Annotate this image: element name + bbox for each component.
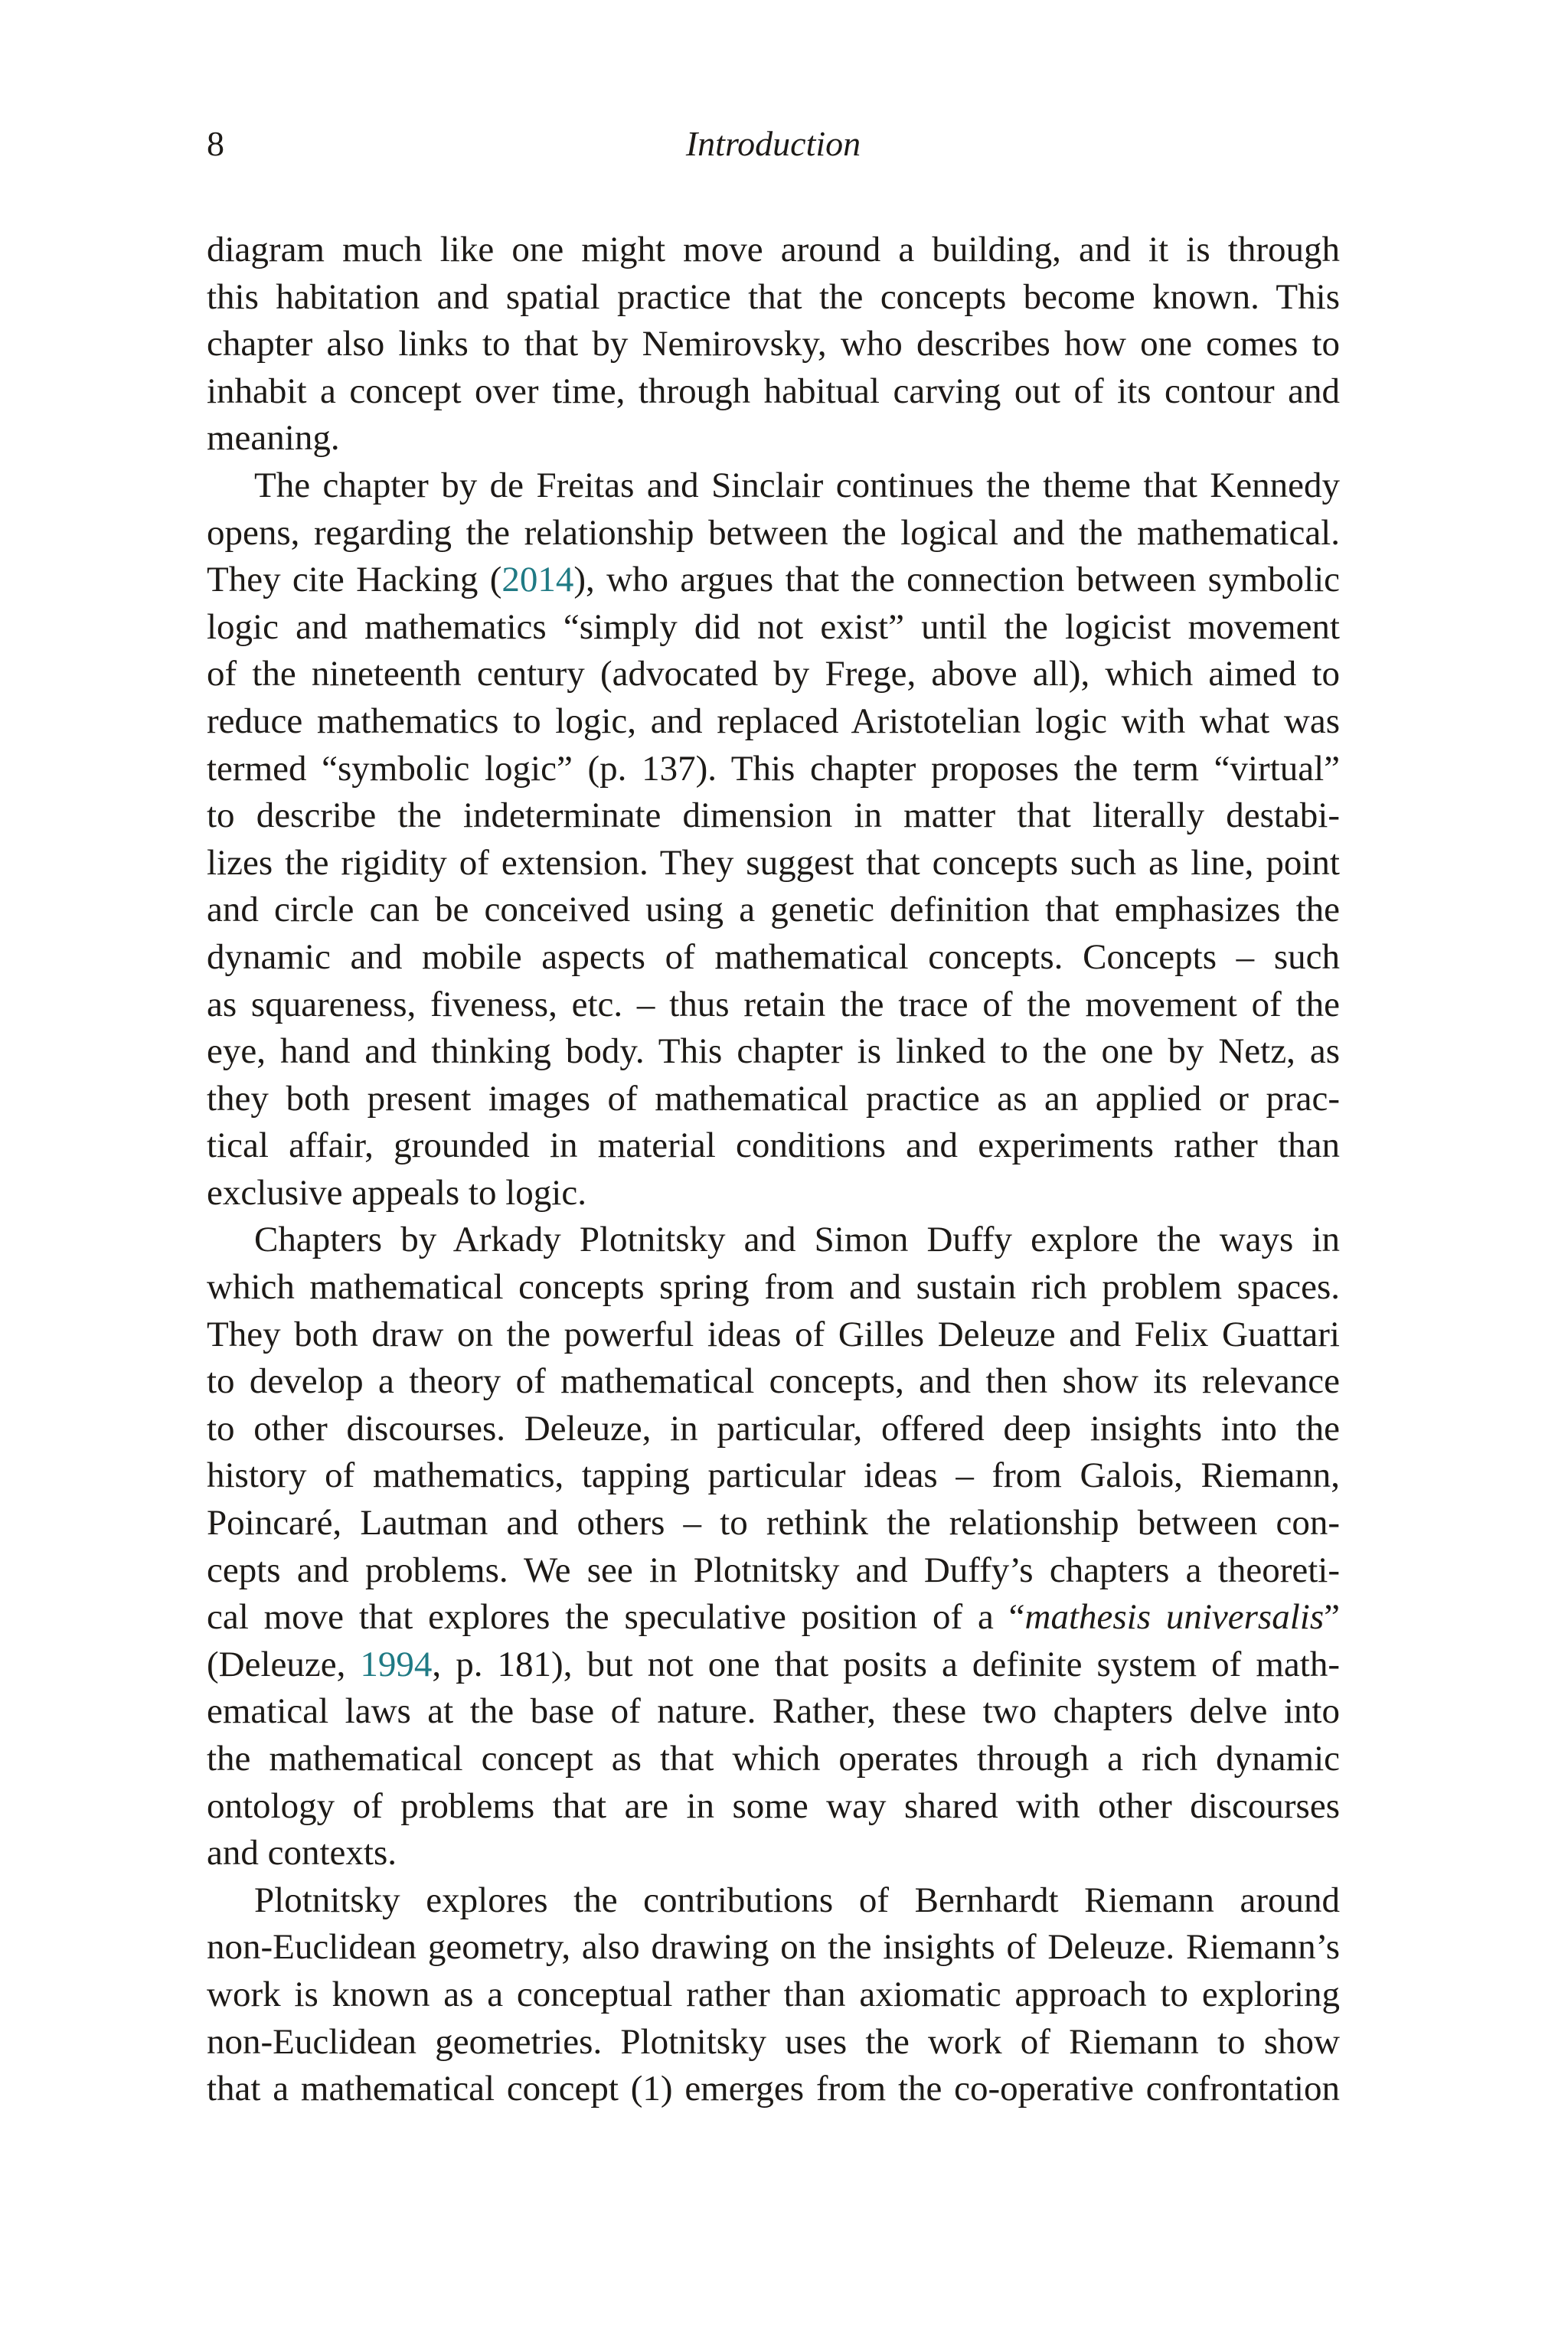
text-line: and contexts.	[207, 1833, 397, 1873]
citation-link-deleuze-1994[interactable]: 1994	[360, 1644, 433, 1684]
text-line: work is known as a conceptual rather than axiomatic approach to exploring	[207, 1974, 1340, 2014]
paragraph-1	[207, 227, 1340, 462]
text-line: they both present images of mathematical practice as an applied or prac-	[207, 1078, 1340, 1119]
paragraph-2	[207, 462, 1340, 1217]
emphasized-term: mathesis universalis	[1024, 1597, 1325, 1638]
text-line: eye, hand and thinking body. This chapter is linked to the one by Netz, as	[207, 1031, 1340, 1072]
text-line: logic and mathematics “simply did not exist” until the logicist movement	[207, 606, 1340, 647]
text-line: which mathematical concepts spring from and sustain rich problem spaces.	[207, 1267, 1340, 1308]
text-line: meaning.	[207, 418, 340, 459]
text-line: exclusive appeals to logic.	[207, 1172, 586, 1213]
text-line: this habitation and spatial practice that the concepts become known. This	[207, 276, 1340, 317]
text-line: to describe the indeterminate dimension in matter that literally destabi-	[207, 795, 1340, 836]
text-segment: ), who argues that the connection between symbolic	[573, 560, 1341, 600]
text-segment: cal move that explores the speculative position of a “	[207, 1597, 1025, 1638]
text-line: reduce mathematics to logic, and replaced Aristotelian logic with what was	[207, 701, 1340, 741]
text-segment: (Deleuze,	[207, 1644, 361, 1684]
text-line: to develop a theory of mathematical concepts, and then show its relevance	[207, 1361, 1340, 1402]
text-line: lizes the rigidity of extension. They suggest that concepts such as line, point	[207, 842, 1340, 883]
text-line: of the nineteenth century (advocated by Frege, above all), which aimed to	[207, 654, 1340, 694]
text-segment: They cite Hacking (	[207, 560, 502, 600]
text-line: ematical laws at the base of nature. Rather, these two chapters delve into	[207, 1691, 1340, 1732]
text-line-with-citation	[207, 557, 1340, 604]
text-line: Plotnitsky explores the contributions of Bernhardt Riemann around	[254, 1880, 1340, 1920]
text-segment: ”	[1324, 1597, 1340, 1638]
text-line: cepts and problems. We see in Plotnitsky and Duffy’s chapters a theoreti-	[207, 1550, 1340, 1590]
citation-link-hacking-2014[interactable]: 2014	[501, 560, 574, 600]
text-line: The chapter by de Freitas and Sinclair continues the theme that Kennedy	[254, 465, 1340, 505]
running-title: Introduction	[685, 124, 861, 163]
text-line: tical affair, grounded in material conditions and experiments rather than	[207, 1125, 1340, 1166]
paragraph-3	[207, 1217, 1340, 1877]
text-line: dynamic and mobile aspects of mathematical concepts. Concepts – such	[207, 936, 1340, 977]
text-line: non-Euclidean geometries. Plotnitsky uses the work of Riemann to show	[207, 2021, 1340, 2062]
paragraph-4	[207, 1877, 1340, 2113]
text-line: history of mathematics, tapping particular ideas – from Galois, Riemann,	[207, 1455, 1340, 1496]
text-line: Poincaré, Lautman and others – to rethink the relationship between con-	[207, 1503, 1340, 1544]
text-line: that a mathematical concept (1) emerges from the co-operative confrontation	[207, 2069, 1340, 2109]
text-line: inhabit a concept over time, through habitual carving out of its contour and	[207, 371, 1340, 411]
text-line: the mathematical concept as that which operates through a rich dynamic	[207, 1739, 1340, 1779]
text-line: as squareness, fiveness, etc. – thus retain the trace of the movement of the	[207, 984, 1340, 1024]
body-text	[207, 227, 1340, 2113]
text-segment: , p. 181), but not one that posits a definite system of math-	[432, 1644, 1340, 1684]
text-line: They both draw on the powerful ideas of Gilles Deleuze and Felix Guattari	[207, 1314, 1340, 1354]
text-line-with-emphasis	[207, 1594, 1340, 1642]
text-line: diagram much like one might move around a building, and it is through	[207, 230, 1340, 270]
text-line-with-citation	[207, 1642, 1340, 1689]
text-line: Chapters by Arkady Plotnitsky and Simon Duffy explore the ways in	[254, 1220, 1340, 1260]
text-line: non-Euclidean geometry, also drawing on the insights of Deleuze. Riemann’s	[207, 1927, 1340, 1968]
text-line: termed “symbolic logic” (p. 137). This chapter proposes the term “virtual”	[207, 748, 1340, 789]
text-line: ontology of problems that are in some way shared with other discourses	[207, 1785, 1340, 1826]
text-line: opens, regarding the relationship between the logical and the mathematical.	[207, 512, 1340, 553]
running-head	[207, 121, 1340, 167]
page-number: 8	[207, 124, 224, 163]
text-line: chapter also links to that by Nemirovsky, who describes how one comes to	[207, 324, 1340, 364]
text-line: and circle can be conceived using a genetic definition that emphasizes the	[207, 890, 1340, 930]
text-line: to other discourses. Deleuze, in particular, offered deep insights into the	[207, 1408, 1340, 1449]
